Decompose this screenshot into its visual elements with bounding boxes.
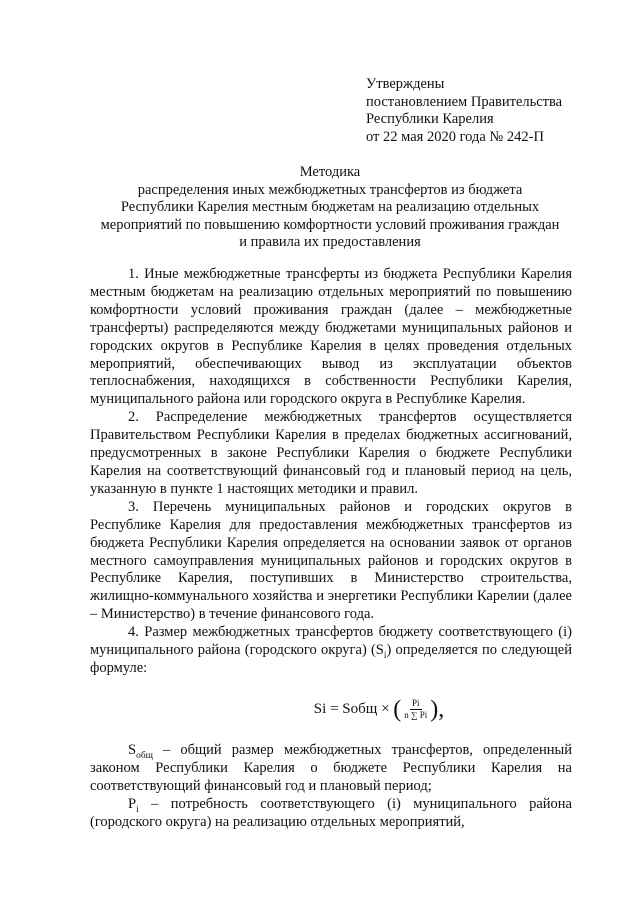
- formula-total: Sобщ: [342, 700, 378, 717]
- formula-lhs: Si: [313, 700, 327, 717]
- paragraph-2: 2. Распределение межбюджетных трансфертов осуществляется Правительством Республики Карелия в пределах бюджетных ассигнований, предусмотренных в законе Республики Карелия о бюджете Республики Карелия на соответствующий финансовый год и плановый период на цель, указанную в пункте 1 настоящих методики и правил.: [90, 409, 572, 497]
- definition-subscript: общ: [136, 751, 153, 762]
- paragraph-3: 3. Перечень муниципальных районов и городских округов в Республике Карелия для предоставления межбюджетных трансфертов из бюджета Республики Карелия определяется на основании заявок от органов местного самоуправления муниципальных районов и городских округов в Республике Карелия, поступивших в Министерство строительства, жилищно-коммунального хозяйства и энергетики Республики Карелии (далее – Министерство) в течение финансового года.: [90, 498, 572, 623]
- definition-p-i: [90, 796, 572, 832]
- distribution-formula: [90, 694, 572, 725]
- definition-s-total: [90, 742, 572, 796]
- paragraph-1: 1. Иные межбюджетные трансферты из бюджета Республики Карелия местным бюджетам на реализацию отдельных мероприятий по повышению комфортности условий проживания граждан (далее – межбюджетные трансферты) распределяются между бюджетами муниципальных районов и городских округов в Республике Карелия в целях проведения отдельных мероприятий, обеспечивающих вывод из эксплуатации объектов теплоснабжения, находящихся в собственности Республики Карелия, муниципального района или городского округа в Республике Карелия.: [90, 266, 572, 408]
- approval-line: постановлением Правительства: [366, 93, 563, 110]
- formula-close-paren: ),: [430, 696, 445, 723]
- title-line: распределения иных межбюджетных трансфертов из бюджета: [137, 181, 523, 198]
- title-line: и правила их предоставления: [239, 234, 421, 250]
- paragraph-4-subscript: i: [383, 650, 387, 661]
- formula-numerator: Pi: [411, 697, 420, 708]
- formula-denominator: n ∑ Pi: [404, 709, 428, 720]
- definition-text: – потребность соответствующего (i) муниципального района (городского округа) на реализацию отдельных мероприятий,: [90, 796, 572, 831]
- definition-text: – общий размер межбюджетных трансфертов, определенный законом Республики Карелия о бюджете Республики Карелия на соответствующий финансовый год и плановый период;: [90, 742, 572, 795]
- paragraph-4: [90, 624, 572, 678]
- title-line: Республики Карелия местным бюджетам на реализацию отдельных: [120, 199, 540, 215]
- formula-times: ×: [381, 700, 390, 717]
- title-line: мероприятий по повышению комфортности условий проживания граждан: [100, 216, 560, 233]
- document-title: [88, 164, 572, 252]
- formula-open-paren: (: [393, 696, 402, 723]
- definition-symbol: S: [128, 742, 137, 759]
- title-heading: Методика: [299, 164, 361, 180]
- formula-fraction: [402, 698, 429, 721]
- approval-block: [366, 76, 562, 146]
- paragraph-4-text-end: ) определяется по следующей формуле:: [90, 642, 572, 676]
- approval-line: Республики Карелия: [366, 111, 494, 127]
- definition-symbol: P: [128, 796, 137, 813]
- document-body: [90, 266, 572, 832]
- paragraph-4-text: 4. Размер межбюджетных трансфертов бюджету соответствующего (i) муниципального района (городского округа) (S: [90, 624, 572, 659]
- approval-line: от 22 мая 2020 года № 242-П: [366, 128, 544, 145]
- definition-subscript: i: [136, 805, 139, 816]
- formula-equals: =: [330, 700, 339, 717]
- approval-line: Утверждены: [366, 76, 445, 92]
